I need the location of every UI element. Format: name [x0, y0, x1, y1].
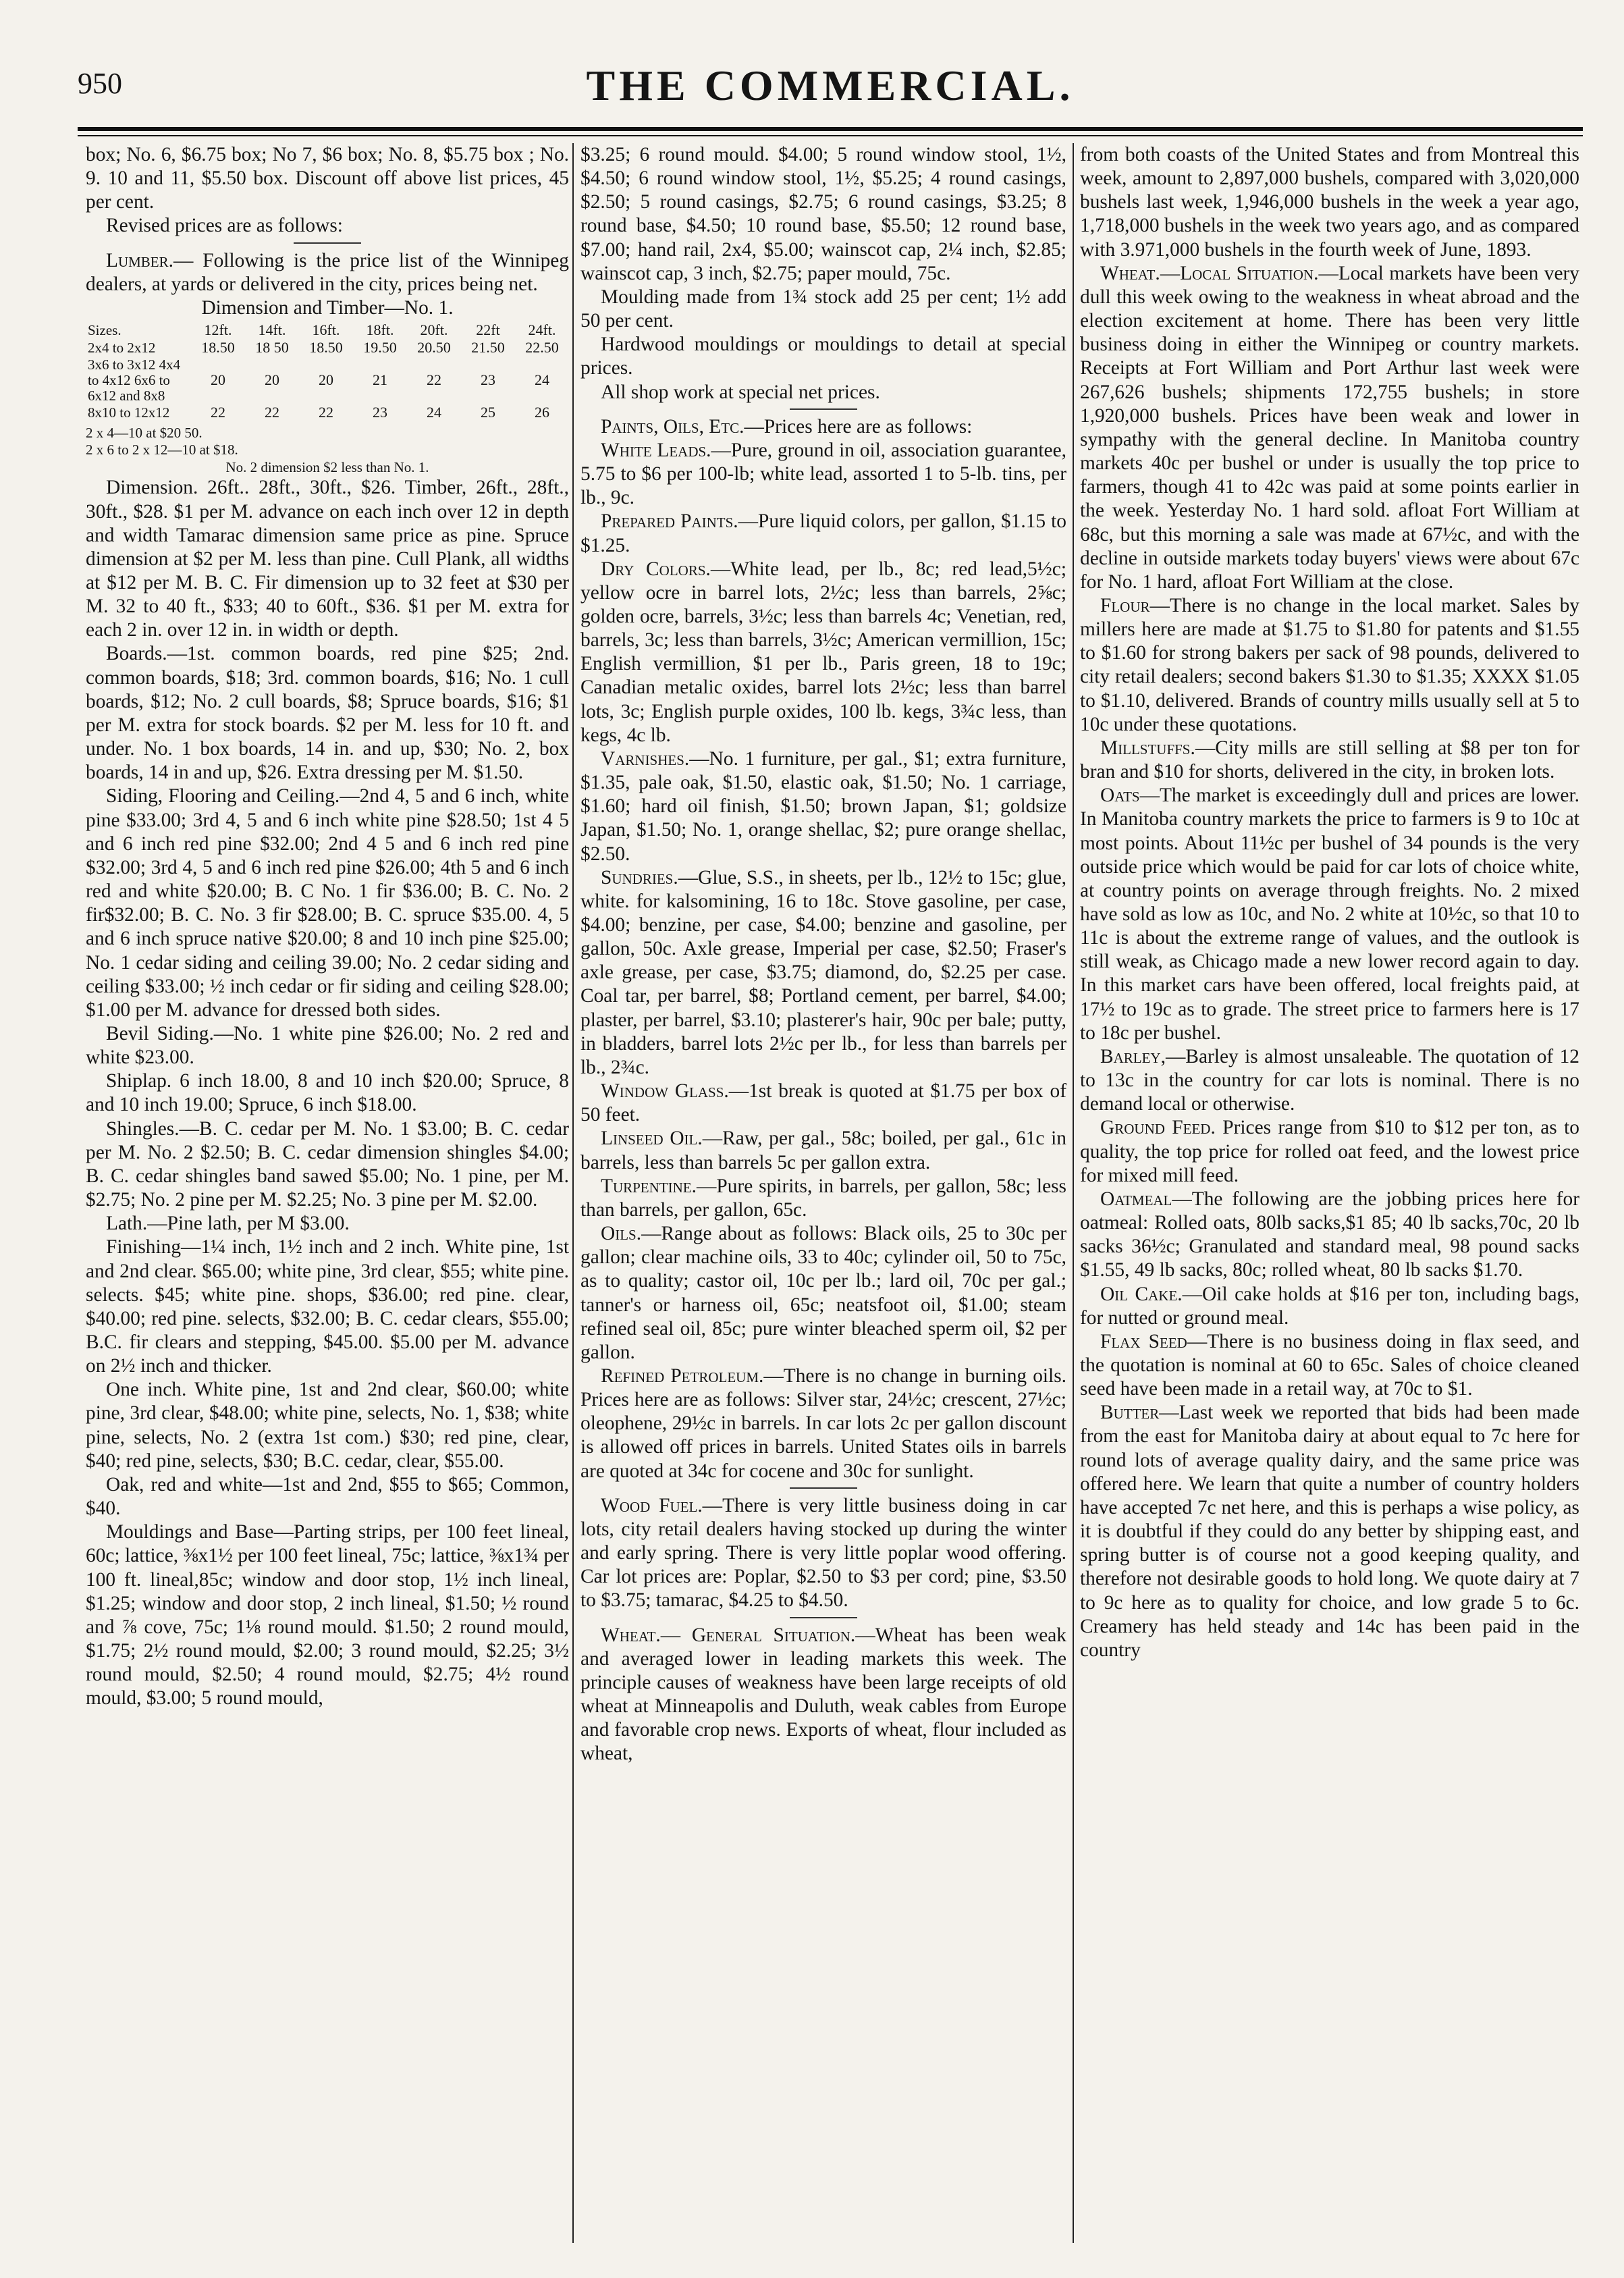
- paragraph-dry-colors: [580, 558, 1066, 747]
- table-header-cell: 24ft.: [528, 321, 556, 339]
- table-cell: 24: [427, 404, 441, 421]
- turpentine-text: —Pure spirits, in barrels, per gallon, 58c; less than barrels, per gallon, 65c.: [580, 1175, 1066, 1221]
- table-cell: 20: [265, 371, 279, 389]
- paints-text: —Prices here are as follows:: [744, 415, 973, 438]
- masthead-rule-thin: [78, 135, 1583, 136]
- dimension-timber-table: [86, 321, 569, 421]
- paragraph-mouldings-cont: $3.25; 6 round mould. $4.00; 5 round window stool, 1½, $4.50; 6 round window stool, 1½, $5.25; 4 round casings, $2.50; 5 round casings, $2.75; 6 round casings, $3.25; 8 round base, $4.50; 10 round base, $5.50; 12 round base, $7.00; hand rail, 2x4, $5.00; wainscot cap, 2¼ inch, $2.85; wainscot cap, 3 inch, $2.75; paper mould, 75c.: [580, 144, 1066, 284]
- table-cell: 26: [535, 404, 549, 421]
- table-cell: 25: [481, 404, 495, 421]
- paragraph-window-glass: [580, 1080, 1066, 1127]
- paragraph-shiplap: Shiplap. 6 inch 18.00, 8 and 10 inch $20.00; Spruce, 8 and 10 inch 19.00; Spruce, 6 inch $18.00.: [86, 1070, 569, 1116]
- wheat-local-text: —Local markets have been very dull this week owing to the weakness in wheat abroad and the election excitement at home. There has been very little business doing in either the Winnipeg or country markets. Receipts at Fort William and Port Arthur last week were 267,626 bushels; shipments 172,755 bushels; in store 1,920,000 bushels. Prices have been weak and lower in sympathy with the general decline. In Manitoba country markets 40c per bushel or under is usually the top price to farmers, though 41 to 42c was paid at some points earlier in the week. Yesterday No. 1 hard sold. afloat Fort William at 68c, but this morning a sale was made at 67½c, and with the decline in outside markets today buyers' views were about 67c for No. 1 hard, afloat Fort William at the close.: [1080, 262, 1579, 593]
- linseed-oil-heading: Linseed Oil.: [601, 1128, 703, 1150]
- oils-text: —Range about as follows: Black oils, 25 to 30c per gallon; clear machine oils, 33 to 40c; cylinder oil, 50 to 75c, as to quality; castor oil, 10c per lb.; lard oil, 70c per gal.; tanner's or harness oil, 65c; neatsfoot oil, $1.00; steam refined seal oil, 85c; pure winter bleached sperm oil, $2 per gallon.: [580, 1223, 1066, 1363]
- paragraph-boards: Boards.—1st. common boards, red pine $25; 2nd. common boards, $18; 3rd. common boards, $16; No. 1 cull boards, $12; No. 2 cull boards, $8; Spruce boards, $16; $1 per M. extra for stock boards. $2 per M. less for 10 ft. and under. No. 1 box boards, 14 in. and up, $30; No. 2, box boards, 14 in and up, $26. Extra dressing per M. $1.50.: [86, 643, 569, 784]
- paragraph-intro: box; No. 6, $6.75 box; No 7, $6 box; No. 8, $5.75 box ; No. 9. 10 and 11, $5.50 box. Discount off above list prices, 45 per cent.: [86, 144, 569, 213]
- section-divider: [790, 1487, 857, 1489]
- table-cell: 22: [211, 404, 225, 421]
- table-header-cell: 12ft.: [204, 321, 232, 339]
- dry-colors-heading: Dry Colors.: [601, 558, 711, 580]
- table-cell: 22.50: [525, 339, 559, 356]
- section-divider: [790, 1617, 857, 1618]
- oatmeal-text: —The following are the jobbing prices here for oatmeal: Rolled oats, 80lb sacks,$1 85; 40 lb sacks,70c, 20 lb sacks 36½c; Granulated and standard meal, 98 pound sacks $1.55, 49 lb sacks, 80c; rolled wheat, 80 lb sacks $1.70.: [1080, 1188, 1579, 1281]
- ground-feed-heading: Ground Feed.: [1100, 1117, 1216, 1139]
- table-cell: 21: [373, 371, 387, 389]
- table-cell: 23: [373, 404, 387, 421]
- table-cell: 18.50: [309, 339, 343, 356]
- table-cell: 20: [319, 371, 333, 389]
- table-header-cell: 16ft.: [312, 321, 340, 339]
- section-divider: [294, 242, 361, 244]
- paragraph-lath: Lath.—Pine lath, per M $3.00.: [106, 1213, 350, 1235]
- wheat-general-text: —Wheat has been weak and averaged lower in leading markets this week. The principle causes of weakness have been large receipts of old wheat at Minneapolis and Duluth, weak cables from Europe and favorable crop news. Exports of wheat, flour included as wheat,: [580, 1624, 1066, 1765]
- paragraph-wheat-cont: from both coasts of the United States and from Montreal this week, amount to 2,897,000 bushels, compared with 3,020,000 bushels last week, 1,946,000 bushels in the week a year ago, 1,718,000 bushels in the week two years ago, and as compared with 3.971,000 bushels in the fourth week of June, 1893.: [1080, 144, 1579, 261]
- flour-text: —There is no change in the local market. Sales by millers here are made at $1.75 to $1.80 for patents and $1.55 to $1.60 for strong bakers per sack of 98 pounds, delivered to city retail dealers; second bakers $1.30 to $1.35; XXXX $1.05 to $1.10, delivered. Brands of country mills usually sell at 5 to 10c under these quotations.: [1080, 594, 1579, 735]
- paragraph-flour: [1080, 594, 1579, 737]
- table-cell: 20.50: [417, 339, 451, 356]
- table-row: [86, 339, 569, 356]
- paragraph-wood-fuel: [580, 1494, 1066, 1613]
- table-header-cell: Sizes.: [88, 321, 121, 338]
- table-note: 2 x 4—10 at $20 50.: [86, 424, 202, 441]
- column-divider: [1073, 143, 1074, 2243]
- refined-petroleum-heading: Refined Petroleum.: [601, 1365, 764, 1387]
- table-cell: 2x4 to 2x12: [88, 340, 156, 356]
- masthead-rule-thick: [78, 127, 1583, 131]
- sundries-heading: Sundries.: [601, 866, 678, 889]
- refined-petroleum-text: —There is no change in burning oils. Prices here are as follows: Silver star, 24½c; crescent, 27½c; oleophene, 29½c in barrels. In car lots 2c per gallon discount is allowed off prices in barrels. United States oils in barrels are quoted at 34c for cocene and 30c for sunlight.: [580, 1365, 1066, 1482]
- table-cell: 3x6 to 3x12 4x4 to 4x12 6x6 to 6x12 and 8x8: [88, 356, 181, 404]
- table-cell: 22: [427, 371, 441, 389]
- wood-fuel-heading: Wood Fuel.: [601, 1494, 703, 1516]
- paragraph-turpentine: [580, 1175, 1066, 1222]
- paragraph-lumber: [86, 249, 569, 296]
- table-note: No. 2 dimension $2 less than No. 1.: [225, 458, 429, 475]
- lumber-text: — Following is the price list of the Winnipeg dealers, at yards or delivered in the city, prices being net.: [86, 249, 569, 295]
- lumber-heading: Lumber.: [106, 249, 173, 271]
- table-cell: 23: [481, 371, 495, 389]
- paragraph-wheat-general: [580, 1624, 1066, 1766]
- paragraph-ground-feed: [1080, 1116, 1579, 1187]
- paragraph-bevil: Bevil Siding.—No. 1 white pine $26.00; No. 2 red and white $23.00.: [86, 1022, 569, 1069]
- column-2: [580, 143, 1066, 2243]
- paragraph-oak: Oak, red and white—1st and 2nd, $55 to $65; Common, $40.: [86, 1473, 569, 1520]
- table-cell: 22: [265, 404, 279, 421]
- paragraph-butter: [1080, 1401, 1579, 1662]
- varnishes-heading: Varnishes.: [601, 747, 690, 770]
- prepared-paints-heading: Prepared Paints.: [601, 510, 738, 533]
- paragraph-millstuffs: [1080, 737, 1579, 784]
- varnishes-text: —No. 1 furniture, per gal., $1; extra furniture, $1.35, pale oak, $1.50, elastic oak, $1.50; No. 1 carriage, $1.60; hard oil finish, $1.50; brown Japan, $1; goldsize Japan, $1.50; No. 1, orange shellac, $2; pure orange shellac, $2.50.: [580, 747, 1066, 865]
- oils-heading: Oils.: [601, 1223, 642, 1245]
- table-cell: 18.50: [201, 339, 235, 356]
- paragraph-flax-seed: [1080, 1330, 1579, 1401]
- white-leads-text: —Pure, ground in oil, association guarantee, 5.75 to $6 per 100-lb; white lead, assorted 1 to 5-lb. tins, per lb., 9c.: [580, 439, 1066, 509]
- table-cell: 20: [211, 371, 225, 389]
- paragraph-finishing: Finishing—1¼ inch, 1½ inch and 2 inch. White pine, 1st and 2nd clear. $65.00; white pine, 3rd clear, $55; white pine. selects. $45; white pine. shops, $36.00; red pine. clear, $40.00; red pine. selects, $32.00; B. C. cedar clears, $55.00; B.C. fir clears and stepping, $45.00. $5.00 per M. advance on 2½ inch and thicker.: [86, 1236, 569, 1377]
- linseed-oil-text: —Raw, per gal., 58c; boiled, per gal., 61c in barrels, less than barrels 5c per gallon extra.: [580, 1128, 1066, 1173]
- paragraph-hardwood: Hardwood mouldings or mouldings to detail at special prices.: [580, 334, 1066, 379]
- oatmeal-heading: Oatmeal: [1100, 1188, 1172, 1210]
- paragraph-wheat-local: [1080, 262, 1579, 594]
- paints-heading: Paints, Oils, Etc.: [601, 415, 745, 438]
- table-header-cell: 20ft.: [420, 321, 448, 339]
- wheat-general-heading: Wheat.— General Situation.: [601, 1624, 856, 1646]
- oats-heading: Oats: [1100, 785, 1140, 807]
- millstuffs-heading: Millstuffs.: [1100, 737, 1195, 759]
- article-columns: [78, 143, 1583, 2243]
- table-title: Dimension and Timber—No. 1.: [201, 296, 454, 319]
- masthead: [78, 61, 1583, 122]
- table-header-cell: 18ft.: [366, 321, 394, 339]
- wood-fuel-text: —There is very little business doing in car lots, city retail dealers having stocked up during the winter and early spring. There is very little poplar wood offering. Car lot prices are: Poplar, $2.50 to $3 per cord; pine, $3.50 to $3.75; tamarac, $4.25 to $4.50.: [580, 1494, 1066, 1612]
- oats-text: —The market is exceedingly dull and prices are lower. In Manitoba country markets the price to farmers is 9 to 10c at most points. About 11½c per bushel of 34 pounds is the very outside price which would be paid for car lots of choice white, at country points on average through freights. No. 2 mixed have sold as low as 10c, and No. 2 white at 10½c, so that 10 to 11c is about the extreme range of values, and the outlook is still weak, as Chicago made a new lower record again to day. In this market cars have been offered, local freights paid, at 17½ to 19c as to grade. The street price to farmers here is 17 to 18c per bushel.: [1080, 785, 1579, 1044]
- barley-text: —Barley is almost unsaleable. The quotation of 12 to 13c in the country for car lots is nominal. There is no demand local or otherwise.: [1080, 1045, 1579, 1115]
- butter-heading: Butter: [1100, 1402, 1160, 1424]
- table-cell: 24: [535, 371, 549, 389]
- paragraph-moulding-made: Moulding made from 1¾ stock add 25 per cent; 1½ add 50 per cent.: [580, 286, 1066, 332]
- window-glass-heading: Window Glass.: [601, 1080, 729, 1103]
- paragraph-paints: [580, 415, 1066, 439]
- table-cell: 19.50: [363, 339, 397, 356]
- paragraph-revised: Revised prices are as follows:: [106, 215, 343, 237]
- table-row: [86, 357, 569, 404]
- flax-seed-text: —There is no business doing in flax seed, and the quotation is nominal at 60 to 65c. Sales of choice cleaned seed have been made in a retail way, at 70c to $1.: [1080, 1330, 1579, 1400]
- millstuffs-text: —City mills are still selling at $8 per ton for bran and $10 for shorts, delivered in the city, in broken lots.: [1080, 737, 1579, 783]
- paragraph-oils: [580, 1222, 1066, 1365]
- ground-feed-text: Prices range from $10 to $12 per ton, as to quality, the top price for rolled oat feed, and the lowest price for mixed mill feed.: [1080, 1117, 1579, 1186]
- paragraph-one-inch: One inch. White pine, 1st and 2nd clear, $60.00; white pine, 3rd clear, $48.00; white pine, selects, No. 1, $38; white pine, selects, No. 2 (extra 1st com.) $30; red pine, clear, $40; red pine, selects, $30; B.C. cedar, clear, $55.00.: [86, 1379, 569, 1472]
- oil-cake-text: —Oil cake holds at $16 per ton, including bags, for nutted or ground meal.: [1080, 1283, 1579, 1329]
- turpentine-heading: Turpentine.: [601, 1175, 697, 1197]
- white-leads-heading: White Leads.: [601, 439, 711, 461]
- paragraph-mouldings: Mouldings and Base—Parting strips, per 100 feet lineal, 60c; lattice, ⅜x1½ per 100 feet lineal, 75c; lattice, ⅜x1¾ per 100 ft. lineal,85c; window and door stop, 1½ inch lineal, $1.25; window and door stop, 2 inch lineal, $1.50; ½ round and ⅞ cove, 75c; 1⅛ round mould. $1.50; 2 round mould, $1.75; 2½ round mould, $2.00; 3 round mould, $2.25; 3½ round mould, $2.50; 4 round mould, $2.75; 4½ round mould, $3.00; 5 round mould,: [86, 1521, 569, 1710]
- table-cell: 8x10 to 12x12: [88, 404, 170, 421]
- column-3: [1080, 143, 1579, 2243]
- paragraph-oatmeal: [1080, 1188, 1579, 1283]
- barley-heading: Barley,: [1100, 1045, 1166, 1067]
- oil-cake-heading: Oil Cake.: [1100, 1283, 1183, 1305]
- dry-colors-text: —White lead, per lb., 8c; red lead,5½c; yellow ocre in barrel lots, 2½c; less than barrels, 2⅝c; golden ocre, barrels, 3½c; less than barrels 4c; Venetian, red, barrels, 3c; less than barrels, 3½c; American vermillion, 15c; English vermillion, $1 per lb., Paris green, 18 to 19c; Canadian metalic oxides, barrel lots 2½c; less than barrel lots, 3c; English purple oxides, 100 lb. kegs, 3¾c less, than kegs, 4c lb.: [580, 558, 1066, 746]
- section-divider: [790, 408, 857, 410]
- table-header-cell: 22ft: [476, 321, 500, 339]
- paragraph-siding: Siding, Flooring and Ceiling.—2nd 4, 5 and 6 inch, white pine $33.00; 3rd 4, 5 and 6 inch white pine $28.50; 1st 4 5 and 6 inch red pine $32.00; 2nd 4 5 and 6 inch red pine $32.00; 3rd 4, 5 and 6 inch red pine $26.00; 4th 5 and 6 inch red and white $20.00; B. C No. 1 fir $36.00; B. C. No. 2 fir$32.00; B. C. No. 3 fir $28.00; B. C. spruce $35.00. 4, 5 and 6 inch spruce native $20.00; 8 and 10 inch pine $25.00; No. 1 cedar siding and ceiling 39.00; No. 2 cedar siding and ceiling $33.00; ½ inch cedar or fir siding and ceiling $28.00; $1.00 per M. advance for dressed both sides.: [86, 785, 569, 1021]
- column-1: [86, 143, 569, 2243]
- table-row: [86, 404, 569, 421]
- flax-seed-heading: Flax Seed: [1100, 1330, 1187, 1352]
- prepared-paints-text: —Pure liquid colors, per gallon, $1.15 to $1.25.: [580, 510, 1066, 556]
- paragraph-refined-petroleum: [580, 1365, 1066, 1483]
- paragraph-white-leads: [580, 439, 1066, 510]
- paragraph-dimension: Dimension. 26ft.. 28ft., 30ft., $26. Timber, 26ft., 28ft., 30ft., $28. $1 per M. advance on each inch over 12 in depth and width Tamarac dimension same price as pine. Spruce dimension at $2 per M. less than pine. Cull Plank, all widths at $12 per M. B. C. Fir dimension up to 32 feet at $30 per M. 32 to 40 ft., $33; 40 to 60ft., $36. $1 per M. extra for each 2 in. over 12 in. in width or depth.: [86, 477, 569, 641]
- butter-text: —Last week we reported that bids had been made from the east for Manitoba dairy at about equal to 7c here for round lots of average quality dairy, and the same price was offered here. We learn that quite a number of country holders have accepted 7c net here, and this is perhaps a wise policy, as it is doubtful if they could do any better by shipping east, and spring butter is of course not a good keeping quality, and therefore not desirable goods to hold long. We quote dairy at 7 to 9c here as to quality for choice, and low grade 5 to 6c. Creamery has held steady and 14c has been paid in the country: [1080, 1402, 1579, 1661]
- paragraph-shingles: Shingles.—B. C. cedar per M. No. 1 $3.00; B. C. cedar per M. No. 2 $2.50; B. C. cedar dimension shingles $4.00; B. C. cedar shingles band sawed $5.00; No. 1 pine, per M. $2.75; No. 2 pine per M. $2.25; No. 3 pine per M. $2.00.: [86, 1117, 569, 1211]
- paragraph-barley: [1080, 1045, 1579, 1116]
- flour-heading: Flour: [1100, 594, 1150, 616]
- table-header-cell: 14ft.: [258, 321, 286, 339]
- sundries-text: —Glue, S.S., in sheets, per lb., 12½ to 15c; glue, white. for kalsomining, 16 to 18c. Stove gasoline, per case, $4.00; benzine, per case, $4.00; benzine and gasoline, per gallon, 50c. Axle grease, Imperial per case, $2.50; Fraser's axle grease, per case, $3.75; diamond, do, $2.25 per case. Coal tar, per barrel, $8; Portland cement, per barrel, $4.00; plaster, per barrel, $3.10; plasterer's hair, 90c per bale; putty, in bladders, barrel lots 2½c per lb., for less than barrels per lb., 2¾c.: [580, 866, 1066, 1078]
- paragraph-oil-cake: [1080, 1283, 1579, 1330]
- paragraph-oats: [1080, 784, 1579, 1045]
- table-header-row: [86, 321, 569, 339]
- paragraph-varnishes: [580, 747, 1066, 866]
- page-title: THE COMMERCIAL.: [586, 61, 1075, 109]
- wheat-local-heading: Wheat.—Local Situation.: [1100, 262, 1319, 284]
- paragraph-linseed-oil: [580, 1127, 1066, 1174]
- paragraph-sundries: [580, 866, 1066, 1080]
- column-divider: [572, 143, 574, 2243]
- page-number: 950: [78, 67, 122, 100]
- table-note: 2 x 6 to 2 x 12—10 at $18.: [86, 442, 238, 458]
- table-cell: 22: [319, 404, 333, 421]
- table-cell: 21.50: [471, 339, 505, 356]
- table-cell: 18 50: [255, 339, 289, 356]
- paragraph-prepared-paints: [580, 510, 1066, 557]
- window-glass-text: —1st break is quoted at $1.75 per box of 50 feet.: [580, 1080, 1066, 1126]
- paragraph-shop-work: All shop work at special net prices.: [601, 381, 880, 403]
